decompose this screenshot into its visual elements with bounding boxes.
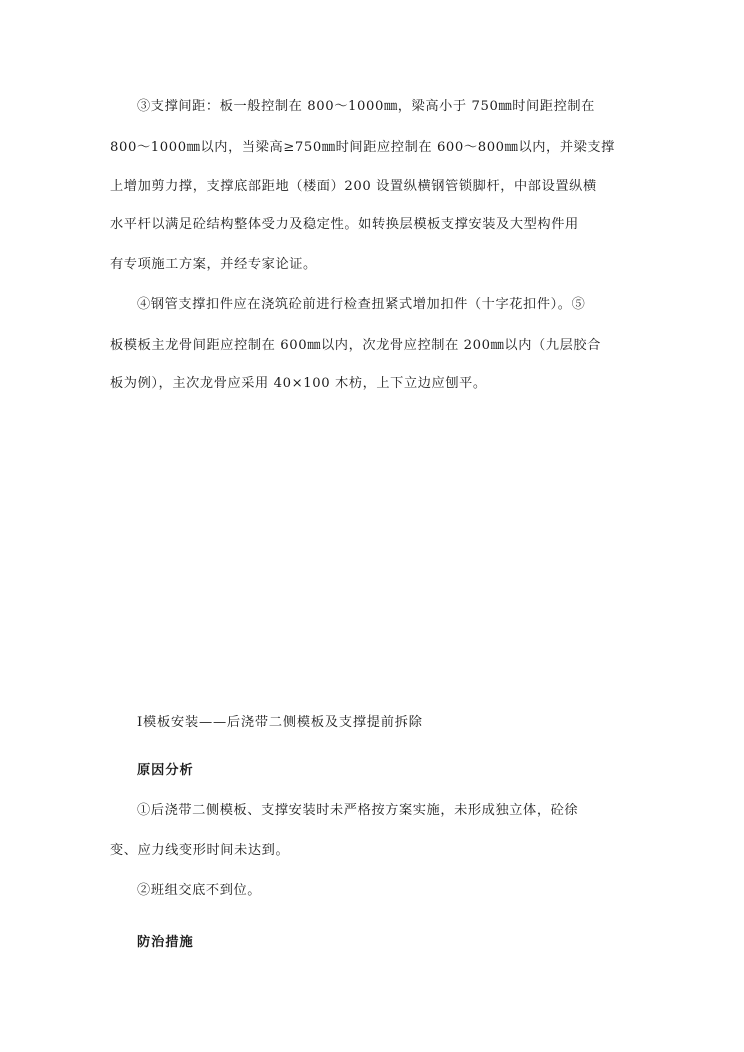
cause-heading: 原因分析	[137, 763, 194, 778]
paragraph-line: 水平杆以满足砼结构整体受力及稳定性。如转换层模板支撑安装及大型构件用	[110, 217, 579, 232]
paragraph-line: 变、应力线变形时间未达到。	[110, 843, 290, 858]
paragraph-line: ①后浇带二侧模板、支撑安装时未严格按方案实施，未形成独立体，砼徐	[137, 803, 579, 818]
paragraph-line: ②班组交底不到位。	[137, 883, 262, 898]
paragraph-line: 板为例），主次龙骨应采用 40×100 木枋，上下立边应刨平。	[110, 376, 487, 391]
paragraph-line: 上增加剪力撑，支撑底部距地（楼面）200 设置纵横钢管锁脚杆，中部设置纵横	[110, 179, 597, 194]
prevention-heading: 防治措施	[137, 935, 194, 950]
paragraph-line: 有专项施工方案，并经专家论证。	[110, 257, 317, 272]
paragraph-line: 800～1000㎜以内，当梁高≥750㎜时间距应控制在 600～800㎜以内，并梁支撑	[110, 140, 615, 155]
paragraph-line: 板模板主龙骨间距应控制在 600㎜以内，次龙骨应控制在 200㎜以内（九层胶合	[110, 338, 601, 353]
section-title: Ⅰ模板安装——后浇带二侧模板及支撑提前拆除	[137, 715, 423, 730]
paragraph-line: ③支撑间距：板一般控制在 800～1000㎜，梁高小于 750㎜时间距控制在	[137, 99, 595, 114]
paragraph-line: ④钢管支撑扣件应在浇筑砼前进行检查扭紧式增加扣件（十字花扣件）。⑤	[137, 297, 586, 312]
